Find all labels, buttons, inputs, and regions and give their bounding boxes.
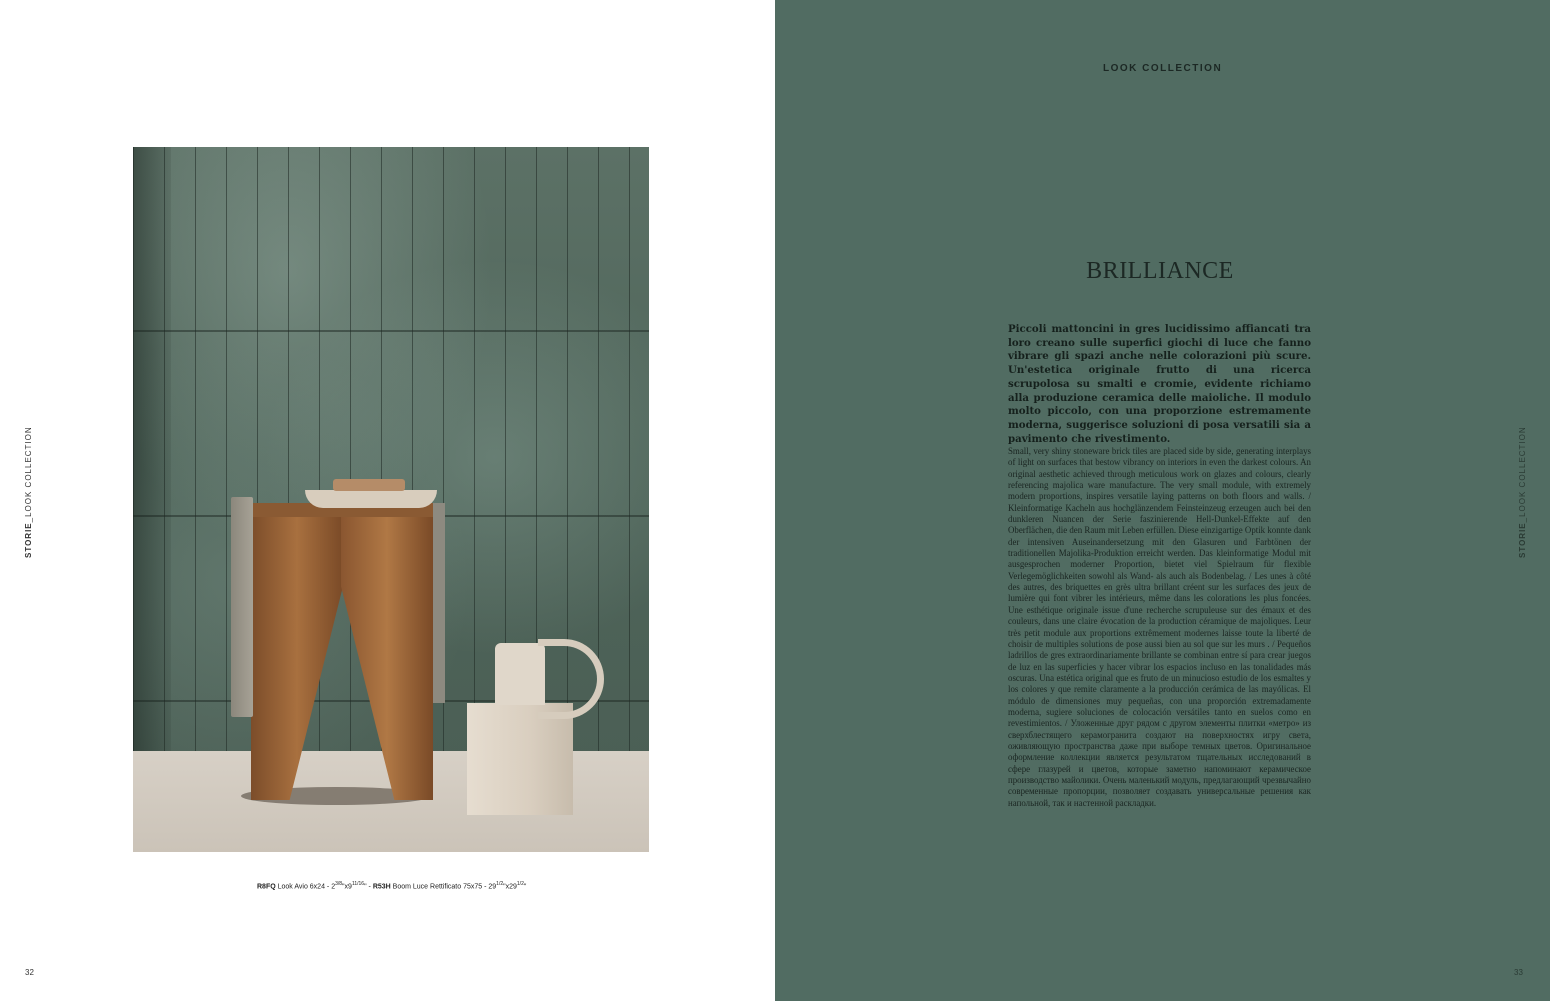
side-label-left: STORIE_LOOK COLLECTION (24, 426, 33, 558)
photo-caption: R8FQ Look Avio $6x24 - 2^{3/8}"x9^{11/16}$" - R53H Boom Luce Rettificato $75x75 - 29^{1/2}"x29^{1/2}$" (257, 881, 527, 891)
article-title: BRILLIANCE (1086, 258, 1234, 284)
linen-cloth (231, 497, 253, 717)
article-body-text: Small, very shiny stoneware brick tiles are placed side by side, generating interplays of light on surfaces that bestow vibrancy on interiors in even the darkest colours. An original aesthetic achieved through meticulous work on glazes and colours, clearly referencing majolica ware manufacture. The very small module, with extremely modern proportions, inspires versatile laying patterns on both floors and walls. / Kleinformatige Kacheln aus hochglänzendem Feinsteinzeug erzeugen auch bei den dunkleren Nuancen der Serie faszinierende Hell-Dunkel-Effekte auf den Oberflächen, die den Raum mit Leben erfüllen. Diese einzigartige Optik konnte dank der intensiven Auseinandersetzung mit den Glasuren und Farbtönen der traditionellen Majolika-Produktion erreicht werden. Das kleinformatige Modul mit ausgesprochen moderner Proportion, bietet viel Spielraum für flexible Verlegemöglichkeiten sowohl als Wand- als auch als Bodenbelag. / Les unes à côté des autres, des briquettes en grès ultra brillant créent sur les surfaces des jeux de lumière qui font vibrer les intérieurs, même dans les colorations les plus foncées. Une esthétique originale issue d'une recherche scrupuleuse sur des émaux et des couleurs, dans une claire évocation de la production céramique de majoliques. Leur très petit module aux proportions extrêmement modernes laisse toute la liberté de choisir de multiples solutions de pose aussi bien au sol que sur les murs . / Pequeños ladrillos de gres extraordinariamente brillante se combinan entre sí para crear juegos de luz en las superficies y hacer vibrar los espacios incluso en las tonalidades más oscuras. Una estética original que es fruto de un minucioso estudio de los esmaltes y los colores y que remite claramente a la producción cerámica de las mayólicas. El módulo de dimensiones muy pequeñas, con una proporción extremadamente moderna, sugiere soluciones de colocación versátiles tanto en suelos como en revestimientos. / Уложенные друг рядом с другом элементы плитки «метро» из сверхблестящего керамогранита создают на поверхностях игру света, оживляющую пространства даже при выборе темных цветов. Оригинальное оформление коллекции является результатом тщательных исследований в сфере глазурей и цветов, которые заметно напоминают керамическое производство майолики. Очень маленький модуль, предлагающий чрезвычайно современные пропорции, позволяет создавать универсальные решения как напольной, так и настенной раскладки. (1008, 446, 1311, 808)
article-lead-paragraph: Piccoli mattoncini in gres lucidissimo affiancati tra loro creano sulle superfici giochi di luce che fanno vibrare gli spazi anche nelle colorazioni più scure. Un'estetica originale frutto di una ricerca scrupolosa su smalti e cromie, evidente richiamo alla produzione ceramica delle maioliche. Il modulo molto piccolo, con una proporzione estremamente moderna, suggerisce soluzioni di posa versatili sia a pavimento che rivestimento. (1008, 323, 1311, 445)
ceramic-plate (305, 490, 437, 508)
ceramic-jug (467, 703, 573, 815)
section-title: LOOK COLLECTION (1103, 63, 1223, 74)
soap-dish (333, 479, 405, 491)
product-photo (133, 147, 649, 852)
page-number-right: 33 (1514, 968, 1523, 977)
page-number-left: 32 (25, 968, 34, 977)
side-label-right: STORIE_LOOK COLLECTION (1518, 426, 1527, 558)
